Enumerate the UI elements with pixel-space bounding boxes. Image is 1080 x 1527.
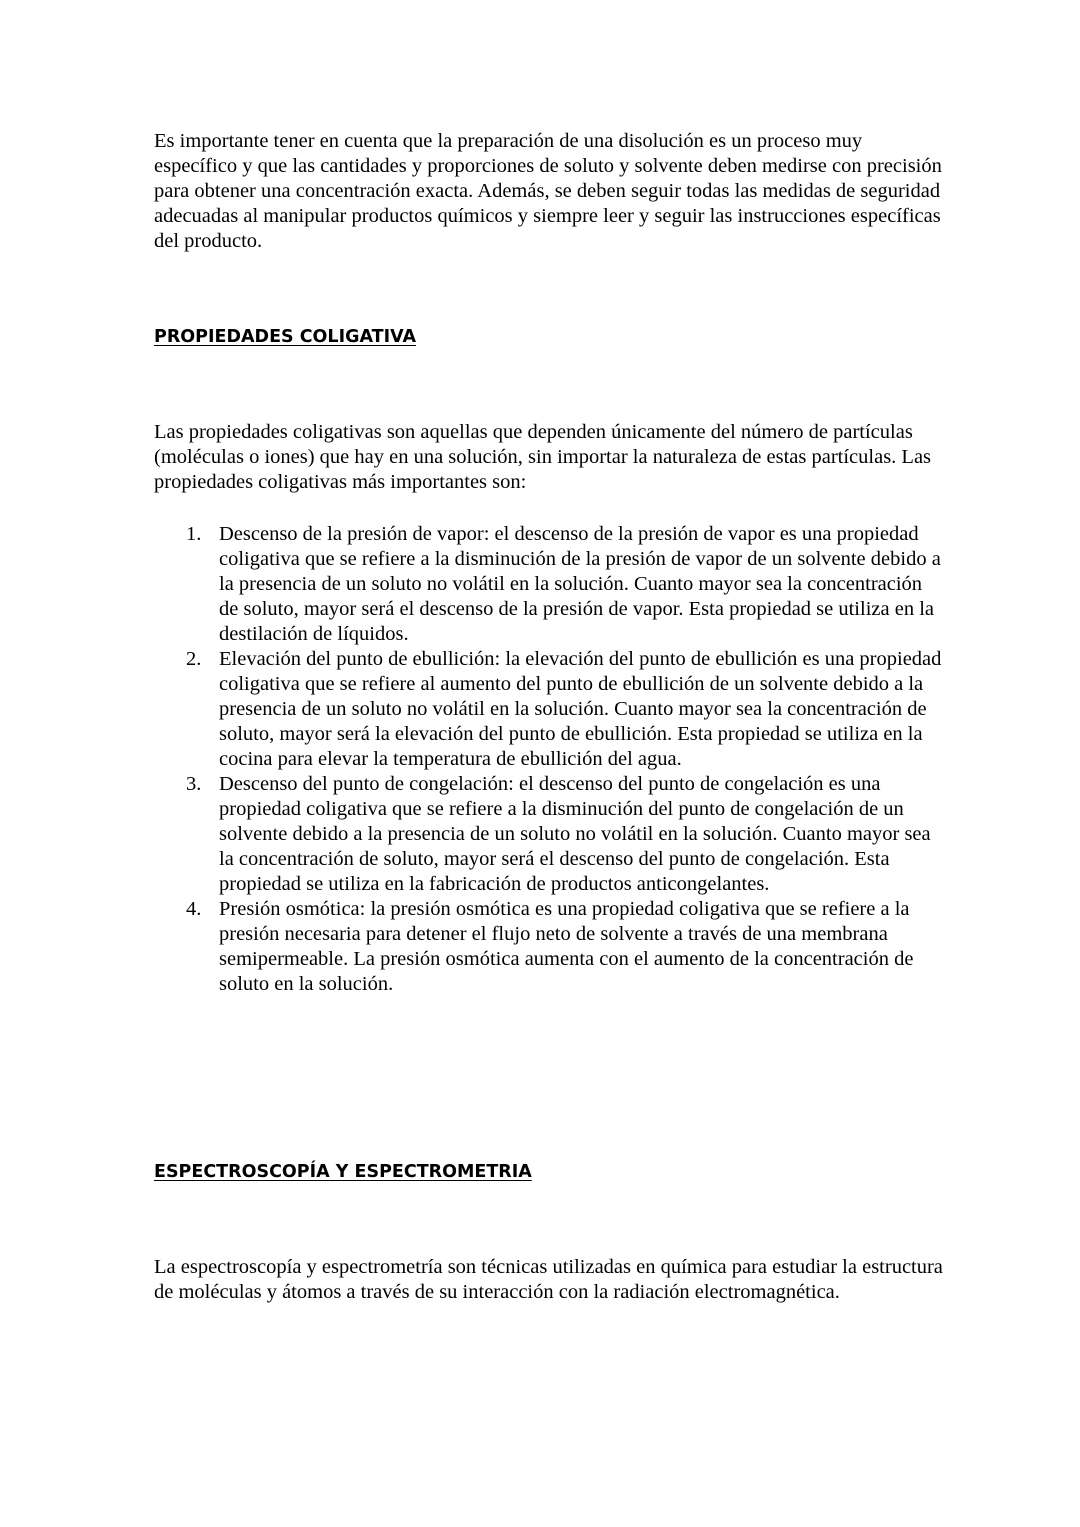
section-heading-propiedades-coligativa: PROPIEDADES COLIGATIVA [154, 327, 416, 347]
coligative-properties-list [154, 522, 944, 997]
list-item [154, 522, 944, 647]
list-item [154, 647, 944, 772]
section-heading-espectroscopia: ESPECTROSCOPÍA Y ESPECTROMETRIA [154, 1162, 532, 1182]
list-item-number: 4. [186, 898, 202, 920]
list-item-text: Presión osmótica: la presión osmótica es una propiedad coligativa que se refiere a la presión necesaria para detener el flujo neto de solvente a través de una membrana semipermeable. La presión osmótica aumenta con el aumento de la concentración de soluto en la solución. [219, 898, 914, 995]
list-item-number: 3. [186, 773, 202, 795]
section1-intro-paragraph: Las propiedades coligativas son aquellas que dependen únicamente del número de partículas (moléculas o iones) que hay en una solución, sin importar la naturaleza de estas partículas. Las propiedades coligativas más importantes son: [154, 421, 932, 493]
list-item [154, 897, 944, 997]
list-item-text: Descenso del punto de congelación: el descenso del punto de congelación es una propiedad coligativa que se refiere a la disminución del punto de congelación de un solvente debido a la presencia de un soluto no volátil en la solución. Cuanto mayor sea la concentración de soluto, mayor será el descenso del punto de congelación. Esta propiedad se utiliza en la fabricación de productos anticongelantes. [219, 773, 931, 895]
list-item [154, 772, 944, 897]
list-item-text: Descenso de la presión de vapor: el descenso de la presión de vapor es una propiedad coligativa que se refiere a la disminución de la presión de vapor de un solvente debido a la presencia de un soluto no volátil en la solución. Cuanto mayor sea la concentración de soluto, mayor será el descenso de la presión de vapor. Esta propiedad se utiliza en la destilación de líquidos. [219, 523, 941, 645]
list-item-number: 1. [186, 523, 202, 545]
section2-intro-paragraph: La espectroscopía y espectrometría son técnicas utilizadas en química para estudiar la estructura de moléculas y átomos a través de su interacción con la radiación electromagnética. [154, 1256, 943, 1303]
list-item-number: 2. [186, 648, 202, 670]
intro-paragraph: Es importante tener en cuenta que la preparación de una disolución es un proceso muy específico y que las cantidades y proporciones de soluto y solvente deben medirse con precisión para obtener una concentración exacta. Además, se deben seguir todas las medidas de seguridad adecuadas al manipular productos químicos y siempre leer y seguir las instrucciones específicas del producto. [154, 130, 942, 252]
list-item-text: Elevación del punto de ebullición: la elevación del punto de ebullición es una propiedad coligativa que se refiere al aumento del punto de ebullición de un solvente debido a la presencia de un soluto no volátil en la solución. Cuanto mayor sea la concentración de soluto, mayor será la elevación del punto de ebullición. Esta propiedad se utiliza en la cocina para elevar la temperatura de ebullición del agua. [219, 648, 942, 770]
